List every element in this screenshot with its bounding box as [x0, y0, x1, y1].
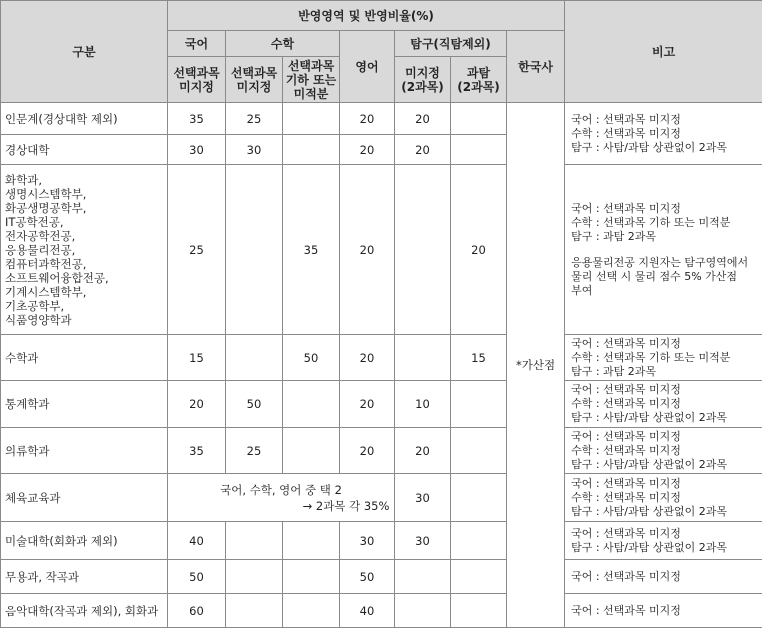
text-line: 의류학과: [5, 444, 167, 458]
row-name: [1, 165, 168, 335]
cell-math-geometry-calculus: [283, 428, 340, 474]
cell-math-geometry-calculus: [283, 560, 340, 594]
cell-korean: 50: [168, 560, 226, 594]
text-line: 선택과목: [168, 66, 225, 80]
text-line: 응용물리전공,: [5, 243, 167, 257]
header-notes: 비고: [565, 1, 762, 103]
cell-english: 40: [340, 594, 395, 628]
row-notes: [565, 165, 762, 335]
text-line: 수학 : 선택과목 미지정: [571, 397, 762, 411]
text-line: 미술대학(회화과 제외): [5, 534, 167, 548]
table-row: [1, 522, 762, 560]
text-line: 탐구 : 사탐/과탐 상관없이 2과목: [571, 541, 762, 555]
cell-math-unspecified: [226, 522, 283, 560]
cell-inquiry-science: [451, 594, 507, 628]
table-row: [1, 428, 762, 474]
cell-english: 20: [340, 103, 395, 135]
cell-merged-choice: [168, 474, 395, 522]
cell-inquiry-unspecified: [395, 335, 451, 381]
cell-inquiry-science: 20: [451, 165, 507, 335]
header-korean: 국어: [168, 31, 226, 57]
row-name: [1, 560, 168, 594]
cell-inquiry-unspecified: [395, 594, 451, 628]
cell-inquiry-unspecified: 20: [395, 103, 451, 135]
table-row: [1, 560, 762, 594]
cell-english: 20: [340, 335, 395, 381]
text-line: 통계학과: [5, 397, 167, 411]
header-group-title: 반영영역 및 반영비율(%): [168, 1, 565, 31]
text-line: 수학 : 선택과목 미지정: [571, 444, 762, 458]
row-notes: [565, 335, 762, 381]
text-line: 국어 : 선택과목 미지정: [571, 570, 762, 584]
text-line: 국어 : 선택과목 미지정: [571, 477, 762, 491]
text-line: 미적분: [283, 87, 339, 101]
row-name: [1, 335, 168, 381]
text-line: 선택과목: [226, 66, 282, 80]
table-row: [1, 474, 762, 522]
text-line: 수학과: [5, 351, 167, 365]
text-line: 미지정: [168, 80, 225, 94]
merged-choice-line: 국어, 수학, 영어 중 택 2: [168, 482, 394, 498]
row-notes: [565, 103, 762, 165]
text-line: 탐구 : 사탐/과탐 상관없이 2과목: [571, 411, 762, 425]
text-line: 국어 : 선택과목 미지정: [571, 604, 762, 618]
text-line: 국어 : 선택과목 미지정: [571, 113, 762, 127]
cell-inquiry-science: [451, 135, 507, 165]
row-name: [1, 522, 168, 560]
cell-korean: 35: [168, 428, 226, 474]
cell-english: 50: [340, 560, 395, 594]
text-line: 선택과목: [283, 59, 339, 73]
cell-english: 20: [340, 135, 395, 165]
text-line: 전자공학전공,: [5, 229, 167, 243]
cell-math-unspecified: [226, 165, 283, 335]
cell-korean: 40: [168, 522, 226, 560]
text-line: 생명시스템학부,: [5, 187, 167, 201]
cell-inquiry-science: [451, 428, 507, 474]
row-notes: [565, 428, 762, 474]
cell-korean: 20: [168, 381, 226, 428]
row-notes: [565, 560, 762, 594]
header-inquiry-sub-unspecified: [395, 57, 451, 103]
cell-english: 20: [340, 381, 395, 428]
cell-math-geometry-calculus: [283, 135, 340, 165]
text-line: 탐구 : 과탐 2과목: [571, 365, 762, 379]
cell-history: *가산점: [507, 103, 565, 628]
cell-inquiry-unspecified: 20: [395, 135, 451, 165]
text-line: (2과목): [395, 80, 450, 94]
row-name: [1, 135, 168, 165]
text-line: 물리 선택 시 물리 점수 5% 가산점: [571, 270, 762, 284]
cell-math-unspecified: [226, 335, 283, 381]
text-line: 탐구 : 사탐/과탐 상관없이 2과목: [571, 141, 762, 155]
row-name: [1, 428, 168, 474]
row-name: [1, 594, 168, 628]
cell-korean: 30: [168, 135, 226, 165]
text-line: 국어 : 선택과목 미지정: [571, 383, 762, 397]
cell-korean: 35: [168, 103, 226, 135]
text-line: 응용물리전공 지원자는 탐구영역에서: [571, 256, 762, 270]
text-line: 국어 : 선택과목 미지정: [571, 527, 762, 541]
text-line: 인문계(경상대학 제외): [5, 112, 167, 126]
cell-inquiry-unspecified: [395, 165, 451, 335]
text-line: 수학 : 선택과목 기하 또는 미적분: [571, 351, 762, 365]
cell-inquiry-science: [451, 560, 507, 594]
cell-math-geometry-calculus: [283, 103, 340, 135]
text-line: 음악대학(작곡과 제외), 회화과: [5, 604, 167, 618]
text-line: 화공생명공학부,: [5, 201, 167, 215]
row-name: [1, 381, 168, 428]
text-line: 수학 : 선택과목 미지정: [571, 127, 762, 141]
text-line: 기하 또는: [283, 73, 339, 87]
cell-math-unspecified: 25: [226, 103, 283, 135]
text-line: 소프트웨어융합전공,: [5, 271, 167, 285]
text-line: 국어 : 선택과목 미지정: [571, 337, 762, 351]
cell-korean: 15: [168, 335, 226, 381]
text-line: IT공학전공,: [5, 215, 167, 229]
text-line: 탐구 : 사탐/과탐 상관없이 2과목: [571, 505, 762, 519]
cell-math-geometry-calculus: 50: [283, 335, 340, 381]
text-line: 부여: [571, 284, 762, 298]
text-line: 식품영양학과: [5, 313, 167, 327]
text-line: 탐구 : 사탐/과탐 상관없이 2과목: [571, 458, 762, 472]
cell-math-unspecified: 25: [226, 428, 283, 474]
row-notes: [565, 594, 762, 628]
cell-inquiry-science: [451, 522, 507, 560]
header-math-sub-geometry-calculus: [283, 57, 340, 103]
header-english: 영어: [340, 31, 395, 103]
cell-math-geometry-calculus: [283, 522, 340, 560]
cell-inquiry-unspecified: 30: [395, 474, 451, 522]
text-line: (2과목): [451, 80, 506, 94]
table-row: [1, 103, 762, 135]
header-math-sub-unspecified: [226, 57, 283, 103]
cell-english: 30: [340, 522, 395, 560]
cell-inquiry-science: [451, 381, 507, 428]
text-line: 수학 : 선택과목 미지정: [571, 491, 762, 505]
cell-inquiry-unspecified: 10: [395, 381, 451, 428]
cell-math-geometry-calculus: [283, 381, 340, 428]
header-math: 수학: [226, 31, 340, 57]
text-line: 체육교육과: [5, 491, 167, 505]
cell-english: 20: [340, 428, 395, 474]
header-inquiry: 탐구(직탐제외): [395, 31, 507, 57]
cell-inquiry-unspecified: 30: [395, 522, 451, 560]
text-line: 미지정: [395, 66, 450, 80]
cell-english: 20: [340, 165, 395, 335]
cell-inquiry-unspecified: [395, 560, 451, 594]
cell-math-unspecified: [226, 560, 283, 594]
cell-math-unspecified: [226, 594, 283, 628]
text-line: 국어 : 선택과목 미지정: [571, 430, 762, 444]
cell-math-unspecified: 50: [226, 381, 283, 428]
header-category: 구분: [1, 1, 168, 103]
text-line: 수학 : 선택과목 기하 또는 미적분: [571, 216, 762, 230]
text-line: 과탐: [451, 66, 506, 80]
row-name: [1, 103, 168, 135]
row-notes-main: [571, 202, 762, 244]
header-history: 한국사: [507, 31, 565, 103]
text-line: 기초공학부,: [5, 299, 167, 313]
cell-inquiry-unspecified: 20: [395, 428, 451, 474]
cell-math-geometry-calculus: [283, 594, 340, 628]
table-row: [1, 165, 762, 335]
row-notes: [565, 522, 762, 560]
cell-inquiry-science: [451, 474, 507, 522]
cell-korean: 25: [168, 165, 226, 335]
cell-inquiry-science: [451, 103, 507, 135]
table-row: [1, 381, 762, 428]
text-line: 무용과, 작곡과: [5, 570, 167, 584]
text-line: 경상대학: [5, 143, 167, 157]
text-line: 국어 : 선택과목 미지정: [571, 202, 762, 216]
row-notes: [565, 474, 762, 522]
row-notes-extra: [571, 256, 762, 298]
text-line: 기계시스템학부,: [5, 285, 167, 299]
cell-korean: 60: [168, 594, 226, 628]
row-name: [1, 474, 168, 522]
cell-inquiry-science: 15: [451, 335, 507, 381]
header-inquiry-sub-science: [451, 57, 507, 103]
table-row: [1, 594, 762, 628]
table-row: [1, 335, 762, 381]
header-korean-sub: [168, 57, 226, 103]
cell-math-unspecified: 30: [226, 135, 283, 165]
text-line: 미지정: [226, 80, 282, 94]
text-line: 화학과,: [5, 173, 167, 187]
row-notes: [565, 381, 762, 428]
merged-choice-line: → 2과목 각 35%: [168, 498, 394, 514]
cell-math-geometry-calculus: 35: [283, 165, 340, 335]
text-line: 탐구 : 과탐 2과목: [571, 230, 762, 244]
text-line: 컴퓨터과학전공,: [5, 257, 167, 271]
